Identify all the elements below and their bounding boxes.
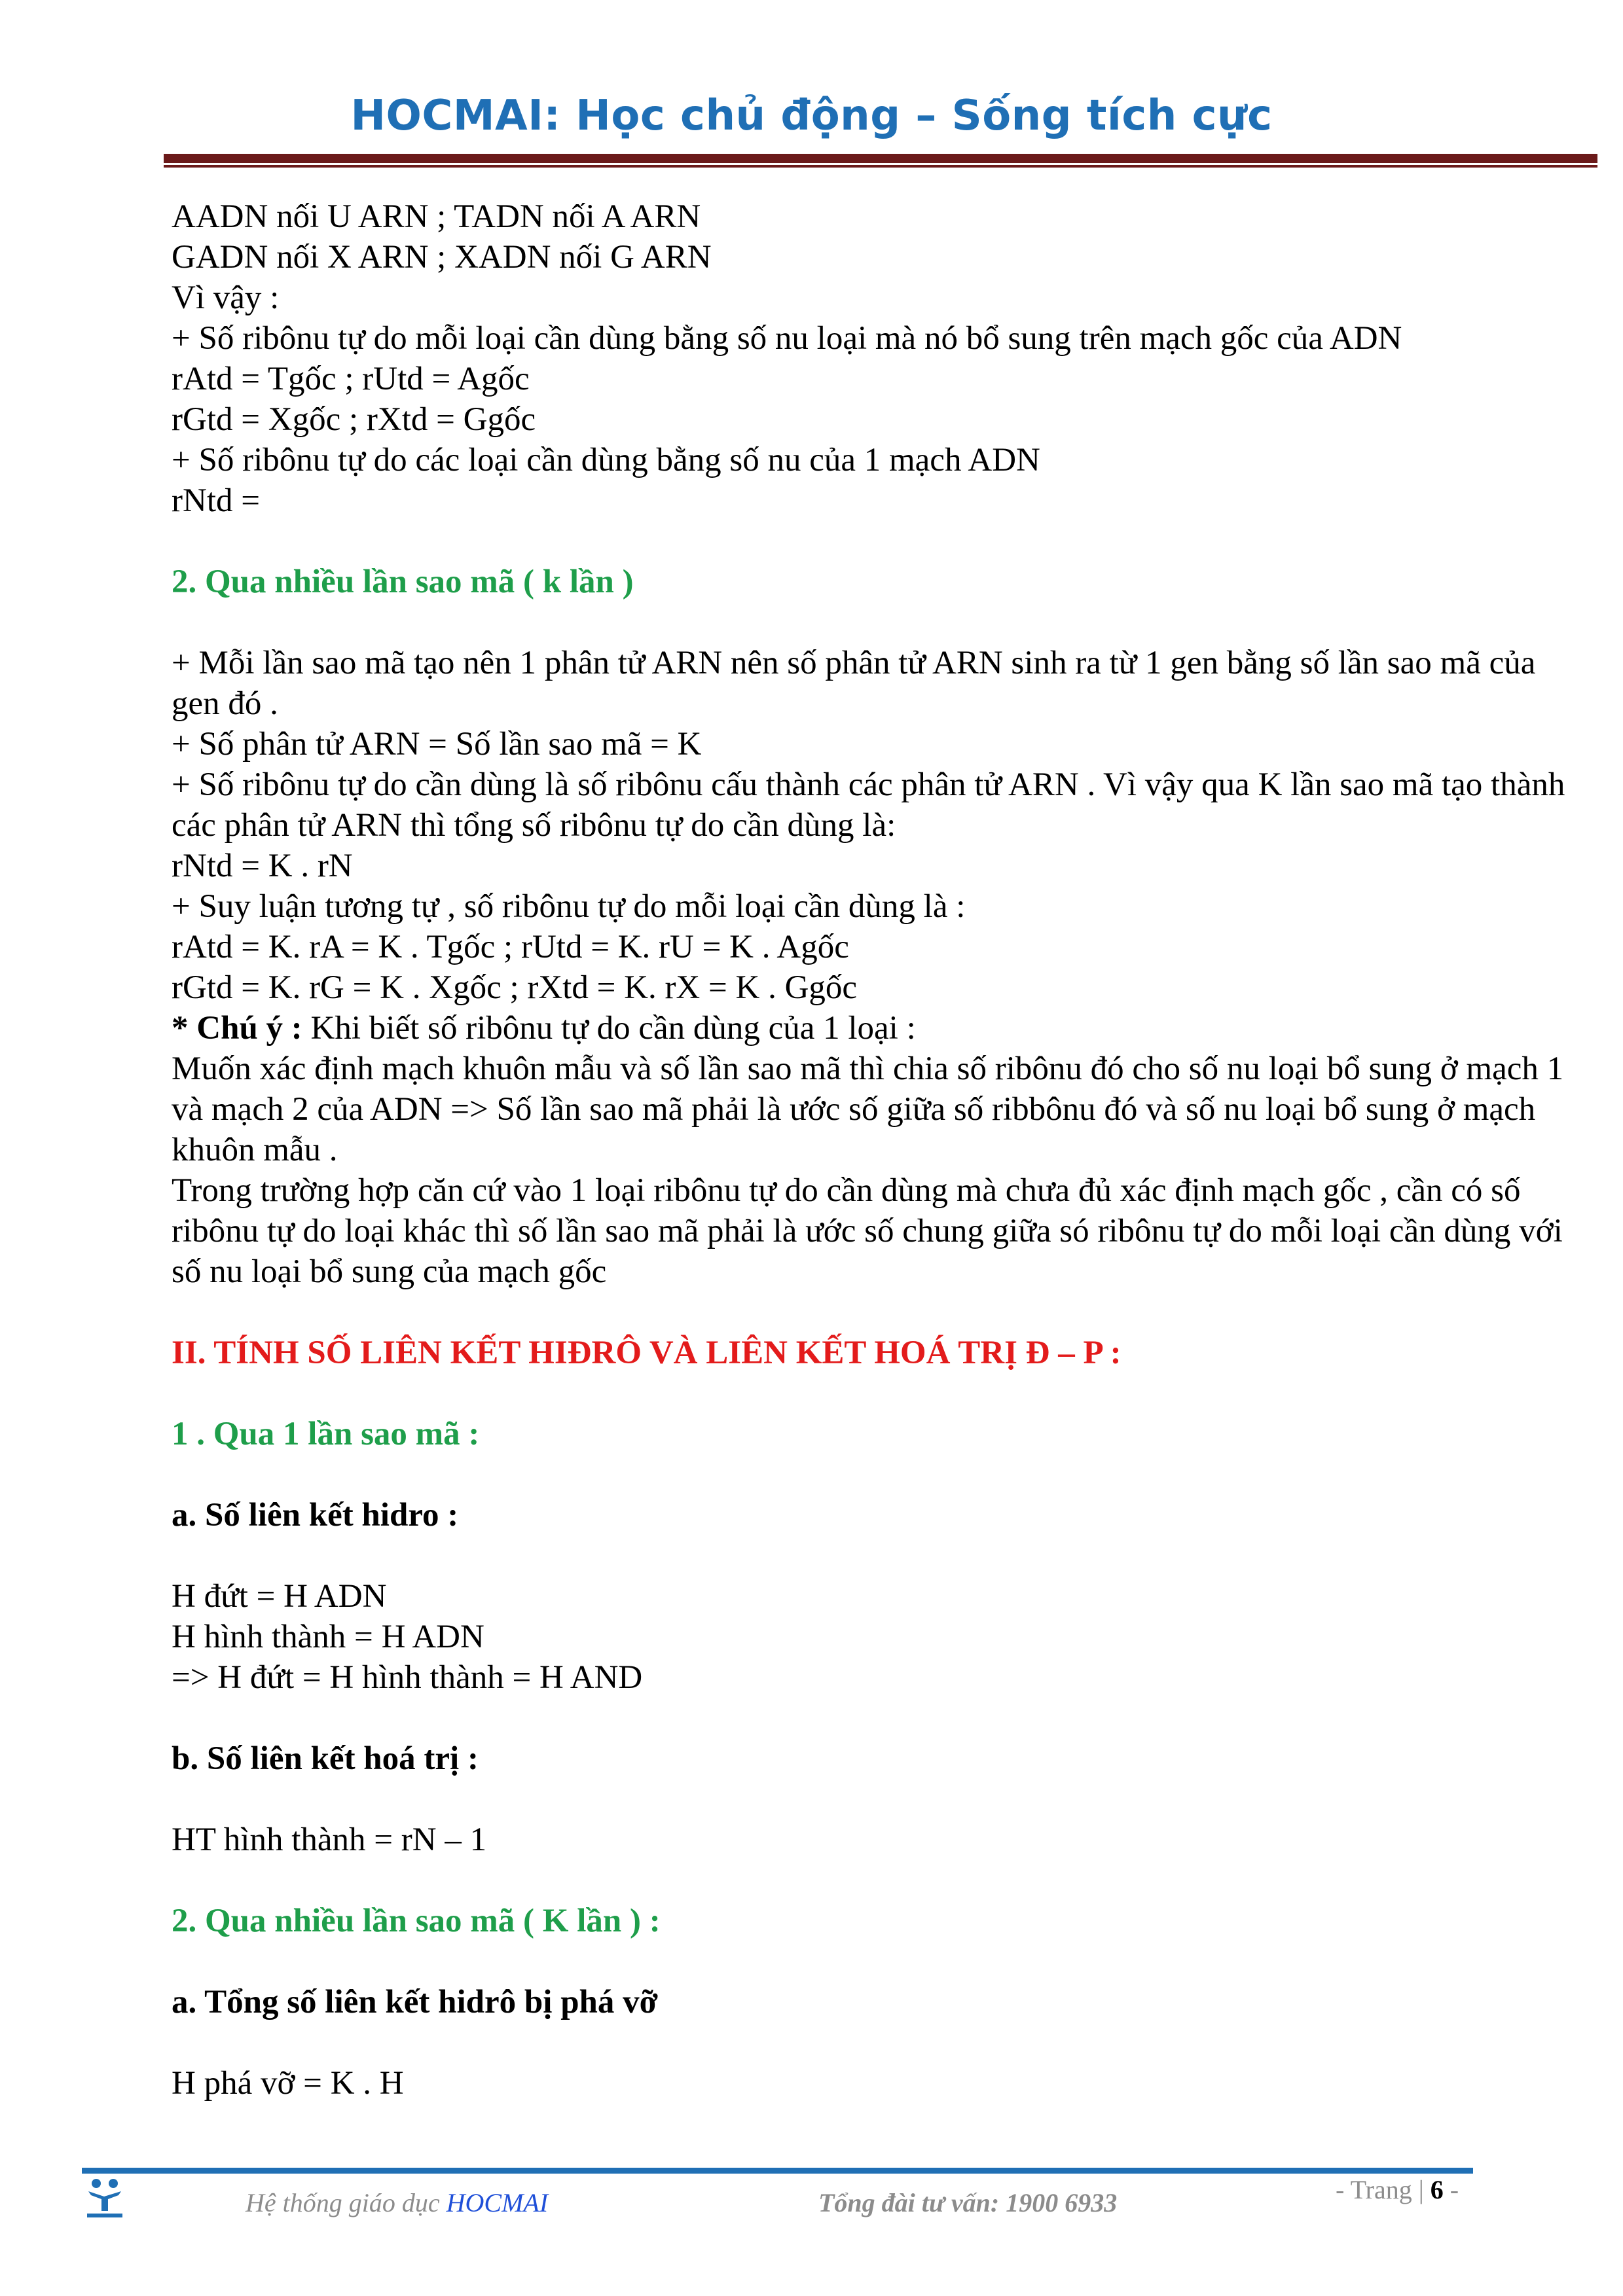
section-heading: II. TÍNH SỐ LIÊN KẾT HIĐRÔ VÀ LIÊN KẾT HOÁ TRỊ Đ – P : xyxy=(172,1335,1122,1371)
note xyxy=(172,1008,1579,1049)
text-line: Vì vậy : xyxy=(172,279,280,316)
item-heading: a. Tổng số liên kết hidrô bị phá vỡ xyxy=(172,1984,658,2020)
formula-line: H phá vỡ = K . H xyxy=(172,2065,404,2102)
paragraph: + Số phân tử ARN = Số lần sao mã = K xyxy=(172,726,702,762)
text-line: + Số ribônu tự do mỗi loại cần dùng bằng số nu loại mà nó bổ sung trên mạch gốc của ADN xyxy=(172,320,1402,357)
subsection-heading: 1 . Qua 1 lần sao mã : xyxy=(172,1416,480,1452)
item-heading: b. Số liên kết hoá trị : xyxy=(172,1740,479,1777)
text-line: + Số ribônu tự do các loại cần dùng bằng số nu của 1 mạch ADN xyxy=(172,442,1040,478)
page-number: - Trang | 6 - xyxy=(1336,2175,1459,2204)
text-line: rNtd = xyxy=(172,482,260,519)
footer-brand: HOCMAI xyxy=(446,2188,549,2217)
formula-line: H hình thành = H ADN xyxy=(172,1619,484,1655)
formula-line: rGtd = K. rG = K . Xgốc ; rXtd = K. rX = K . Ggốc xyxy=(172,969,858,1006)
formula-line: rAtd = K. rA = K . Tgốc ; rUtd = K. rU = K . Agốc xyxy=(172,929,849,965)
text-line: rAtd = Tgốc ; rUtd = Agốc xyxy=(172,361,530,397)
item-heading: a. Số liên kết hidro : xyxy=(172,1497,459,1534)
paragraph: Trong trường hợp căn cứ vào 1 loại ribônu tự do cần dùng mà chưa đủ xác định mạch gốc , cần có số ribônu tự do loại khác thì số lần sao mã phải là ước số chung giữa só ribônu tự do mỗi loại cần dùng với số nu loại bổ sung của mạch gốc xyxy=(172,1172,1563,1290)
text-line: GADN nối X ARN ; XADN nối G ARN xyxy=(172,239,712,276)
document-body xyxy=(172,196,1579,2104)
paragraph: Muốn xác định mạch khuôn mẫu và số lần sao mã thì chia số ribônu đó cho số nu loại bổ sung ở mạch 1 và mạch 2 của ADN => Số lần sao mã phải là ước số giữa số ribbônu đó và số nu loại bổ sung ở mạch khuôn mẫu . xyxy=(172,1050,1564,1168)
header-rule xyxy=(164,154,1597,163)
formula-line: rNtd = K . rN xyxy=(172,848,353,884)
note-text: Khi biết số ribônu tự do cần dùng của 1 loại : xyxy=(302,1010,916,1047)
subsection-heading: 2. Qua nhiều lần sao mã ( k lần ) xyxy=(172,564,634,600)
paragraph: + Số ribônu tự do cần dùng là số ribônu cấu thành các phân tử ARN . Vì vậy qua K lần sao mã tạo thành các phân tử ARN thì tổng số ribônu tự do cần dùng là: xyxy=(172,766,1565,844)
footer-hotline: Tổng đài tư vấn: 1900 6933 xyxy=(818,2188,1118,2217)
text-line: rGtd = Xgốc ; rXtd = Ggốc xyxy=(172,401,536,438)
paragraph: + Suy luận tương tự , số ribônu tự do mỗi loại cần dùng là : xyxy=(172,888,966,925)
formula-line: HT hình thành = rN – 1 xyxy=(172,1821,487,1858)
paragraph: + Mỗi lần sao mã tạo nên 1 phân tử ARN nên số phân tử ARN sinh ra từ 1 gen bằng số lần sao mã của gen đó . xyxy=(172,645,1536,722)
page-header-title: HOCMAI: Học chủ động – Sống tích cực xyxy=(350,92,1273,140)
footer-organization: Hệ thống giáo dục HOCMAI xyxy=(246,2188,549,2217)
note-label: * Chú ý : xyxy=(172,1010,302,1047)
hocmai-logo-icon xyxy=(82,2174,128,2220)
subsection-heading: 2. Qua nhiều lần sao mã ( K lần ) : xyxy=(172,1903,661,1939)
footer-rule xyxy=(82,2168,1473,2174)
formula-line: => H đứt = H hình thành = H AND xyxy=(172,1659,643,1696)
formula-line: H đứt = H ADN xyxy=(172,1578,387,1615)
header-rule-thin xyxy=(164,165,1597,168)
text-line: AADN nối U ARN ; TADN nối A ARN xyxy=(172,198,701,235)
